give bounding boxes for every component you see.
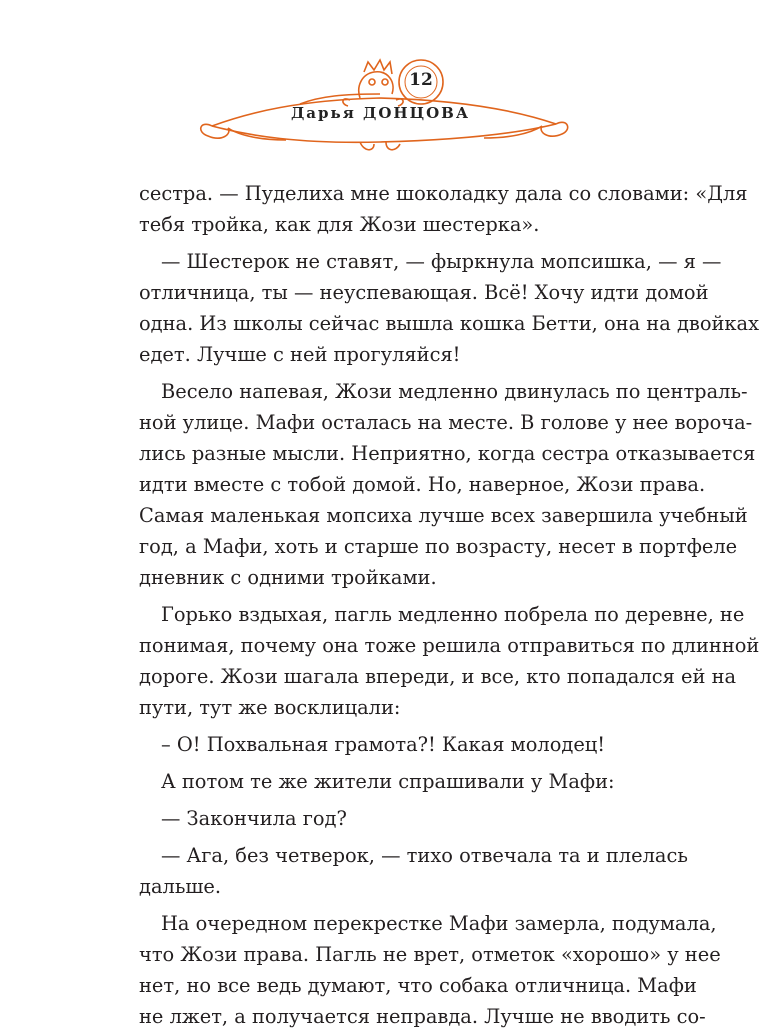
ribbon-ornament [0,0,761,175]
running-head-author: Дарья ДОНЦОВА [290,104,471,122]
text-line: отличница, ты — неуспевающая. Всё! Хочу идти домой [139,281,709,304]
text-line: дороге. Жози шагала впереди, и все, кто попадался ей на [139,665,737,688]
text-line: одна. Из школы сейчас вышла кошка Бетти, она на двойках [139,312,760,335]
text-line: идти вместе с тобой домой. Но, наверное, Жози права. [139,473,706,496]
text-line: На очередном перекрестке Мафи замерла, подумала, [161,912,717,935]
text-line: – О! Похвальная грамота?! Какая молодец! [161,733,606,756]
text-line: А потом те же жители спрашивали у Мафи: [161,770,615,793]
text-line: нет, но все ведь думают, что собака отличница. Мафи [139,974,697,997]
text-line: Весело напевая, Жози медленно двинулась по централь- [161,380,748,403]
page-header [0,0,761,175]
body-text [139,178,760,1032]
text-line: что Жози права. Пагль не врет, отметок «хорошо» у нее [139,943,721,966]
page-number: 12 [409,70,433,90]
text-line: дневник с одними тройками. [139,566,437,589]
text-line: едет. Лучше с ней прогуляйся! [139,343,461,366]
text-line: дальше. [139,875,222,898]
text-line: год, а Мафи, хоть и старше по возрасту, несет в портфеле [139,535,738,558]
text-line: Самая маленькая мопсиха лучше всех завершила учебный [139,504,748,527]
text-line: пути, тут же восклицали: [139,696,401,719]
text-line: ной улице. Мафи осталась на месте. В голове у нее вороча- [139,411,753,434]
text-line: понимая, почему она тоже решила отправиться по длинной [139,634,760,657]
text-line: тебя тройка, как для Жози шестерка». [139,213,540,236]
text-line: лись разные мысли. Неприятно, когда сестра отказывается [139,442,756,465]
text-line: — Шестерок не ставят, — фыркнула мопсишка, — я — [161,250,722,273]
text-line: — Ага, без четверок, — тихо отвечала та и плелась [161,844,688,867]
text-line: сестра. — Пуделиха мне шоколадку дала со словами: «Для [139,182,748,205]
text-line: Горько вздыхая, пагль медленно побрела по деревне, не [161,603,745,626]
text-line: не лжет, а получается неправда. Лучше не вводить со- [139,1005,706,1028]
text-line: — Закончила год? [161,807,347,830]
